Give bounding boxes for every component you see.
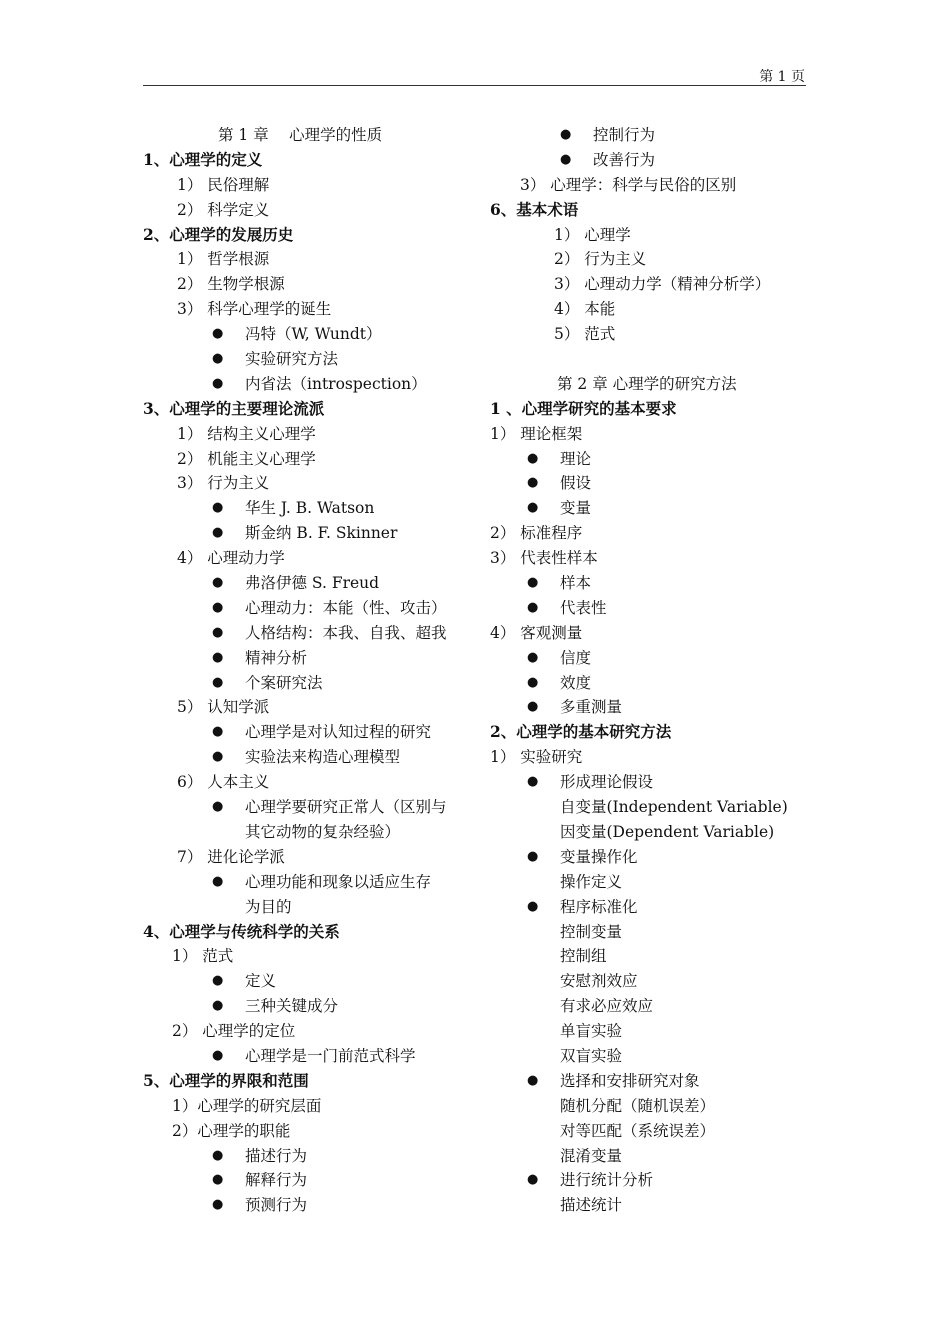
right-column [490, 123, 810, 1218]
item-text: 描述行为 [245, 1146, 308, 1165]
item-text: 个案研究法 [245, 673, 323, 692]
bullet-item [143, 347, 473, 372]
item-text: 样本 [560, 574, 592, 593]
outline-item [490, 272, 810, 297]
item-text: 程序标准化 [560, 897, 638, 916]
item-text: 1） 范式 [172, 947, 234, 966]
outline-item [490, 521, 810, 546]
outline-item [490, 247, 810, 272]
item-text: 心理功能和现象以适应生存 [245, 872, 432, 891]
item-text: 2、心理学的基本研究方法 [490, 722, 672, 742]
item-text: 假设 [560, 474, 592, 493]
bullet-item [490, 596, 810, 621]
item-text: 第 2 章 心理学的研究方法 [557, 374, 737, 393]
outline-item [490, 372, 810, 397]
bullet-item [143, 596, 473, 621]
bullet-icon: ● [212, 599, 224, 615]
bullet-item [490, 471, 810, 496]
bullet-item [143, 994, 473, 1019]
item-text: 因变量(Dependent Variable) [560, 822, 775, 841]
outline-item [490, 1044, 810, 1069]
bullet-item [143, 521, 473, 546]
item-text: 3） 行为主义 [177, 474, 270, 493]
bullet-icon: ● [527, 500, 539, 516]
bullet-item [490, 695, 810, 720]
header-rule [143, 85, 806, 86]
item-text: 代表性 [560, 598, 607, 617]
page-number: 第 1 页 [759, 69, 805, 85]
bullet-icon: ● [212, 351, 224, 367]
item-text: 6） 人本主义 [177, 773, 270, 792]
outline-item [490, 1193, 810, 1218]
item-text: 控制组 [560, 947, 607, 966]
bullet-item [143, 646, 473, 671]
bullet-item [143, 1193, 473, 1218]
item-text: 弗洛伊德 S. Freud [245, 574, 380, 593]
bullet-item [143, 795, 473, 820]
bullet-icon: ● [527, 848, 539, 864]
item-text: 7） 进化论学派 [177, 847, 285, 866]
item-text: 对等匹配（系统误差） [560, 1121, 716, 1140]
item-text: 5） 范式 [554, 325, 616, 344]
bullet-item [143, 1168, 473, 1193]
item-text: 1） 实验研究 [490, 748, 583, 767]
item-text: 1）心理学的研究层面 [172, 1096, 322, 1115]
outline-item [143, 546, 473, 571]
item-text: 3） 代表性样本 [490, 549, 598, 568]
bullet-item [143, 621, 473, 646]
outline-item [143, 895, 473, 920]
outline-item [143, 198, 473, 223]
item-text: 1） 结构主义心理学 [177, 424, 316, 443]
item-text: 1） 民俗理解 [177, 175, 270, 194]
item-text: 3） 心理学：科学与民俗的区别 [520, 175, 737, 194]
item-text: 华生 J. B. Watson [245, 499, 375, 518]
outline-item [490, 920, 810, 945]
outline-item [490, 994, 810, 1019]
outline-item [490, 1019, 810, 1044]
outline-item [490, 820, 810, 845]
item-text: 单盲实验 [560, 1022, 623, 1041]
item-text: 控制变量 [560, 922, 623, 941]
item-text: 变量操作化 [560, 847, 638, 866]
item-text: 2） 科学定义 [177, 200, 270, 219]
bullet-icon: ● [527, 774, 539, 790]
item-text: 1） 理论框架 [490, 424, 583, 443]
item-text: 实验研究方法 [245, 350, 339, 369]
item-text: 自变量(Independent Variable) [560, 798, 788, 817]
bullet-icon: ● [212, 1047, 224, 1063]
outline-item [490, 1144, 810, 1169]
outline-item [143, 422, 473, 447]
item-text: 2） 生物学根源 [177, 275, 285, 294]
bullet-item [490, 496, 810, 521]
item-text: 5） 认知学派 [177, 698, 270, 717]
outline-item [490, 944, 810, 969]
outline-item [490, 870, 810, 895]
bullet-icon: ● [527, 1172, 539, 1188]
item-text: 3） 心理动力学（精神分析学） [554, 275, 771, 294]
bullet-icon: ● [527, 1072, 539, 1088]
outline-item [490, 422, 810, 447]
outline-item [143, 845, 473, 870]
bullet-icon: ● [212, 724, 224, 740]
bullet-item [490, 447, 810, 472]
bullet-item [143, 571, 473, 596]
bullet-icon: ● [212, 525, 224, 541]
item-text: 2） 行为主义 [554, 250, 647, 269]
bullet-icon: ● [212, 1172, 224, 1188]
bullet-icon: ● [212, 749, 224, 765]
item-text: 形成理论假设 [560, 773, 654, 792]
bullet-item [490, 1069, 810, 1094]
item-text: 实验法来构造心理模型 [245, 748, 401, 767]
item-text: 安慰剂效应 [560, 972, 638, 991]
bullet-icon: ● [527, 575, 539, 591]
item-text: 1） 心理学 [554, 225, 631, 244]
bullet-icon: ● [527, 475, 539, 491]
outline-item [143, 123, 473, 148]
bullet-icon: ● [212, 998, 224, 1014]
item-text: 内省法（introspection） [245, 374, 427, 393]
item-text: 进行统计分析 [560, 1171, 654, 1190]
item-text: 三种关键成分 [245, 997, 339, 1016]
item-text: 1） 哲学根源 [177, 250, 270, 269]
outline-item [490, 795, 810, 820]
bullet-icon: ● [212, 873, 224, 889]
bullet-item [143, 322, 473, 347]
bullet-item [143, 720, 473, 745]
bullet-item [143, 969, 473, 994]
item-text: 预测行为 [245, 1196, 308, 1215]
item-text: 斯金纳 B. F. Skinner [245, 524, 398, 543]
section-heading [490, 198, 810, 223]
section-heading [143, 920, 473, 945]
bullet-item [143, 372, 473, 397]
bullet-icon: ● [212, 326, 224, 342]
item-text: 其它动物的复杂经验） [245, 822, 401, 841]
item-text: 操作定义 [560, 872, 623, 891]
bullet-item [143, 1144, 473, 1169]
item-text: 控制行为 [593, 126, 656, 144]
item-text: 心理学是一门前范式科学 [245, 1046, 416, 1065]
section-heading [143, 1069, 473, 1094]
bullet-item [490, 1168, 810, 1193]
item-text: 多重测量 [560, 698, 623, 717]
item-text: 第 1 章 心理学的性质 [218, 126, 383, 144]
item-text: 描述统计 [560, 1196, 623, 1215]
outline-item [143, 447, 473, 472]
item-text: 4） 本能 [554, 300, 616, 319]
item-text: 改善行为 [593, 150, 656, 169]
item-text: 双盲实验 [560, 1046, 623, 1065]
outline-item [143, 297, 473, 322]
outline-item [490, 347, 810, 372]
item-text: 4） 心理动力学 [177, 549, 285, 568]
outline-item [490, 969, 810, 994]
outline-item [490, 322, 810, 347]
bullet-item [143, 671, 473, 696]
outline-item [490, 173, 810, 198]
item-text: 随机分配（随机误差） [560, 1096, 716, 1115]
outline-item [490, 297, 810, 322]
item-text: 2） 机能主义心理学 [177, 449, 316, 468]
item-text: 2、心理学的发展历史 [143, 224, 294, 244]
outline-item [143, 1094, 473, 1119]
bullet-icon: ● [212, 624, 224, 640]
item-text: 3、心理学的主要理论流派 [143, 398, 325, 418]
bullet-item [143, 870, 473, 895]
bullet-icon: ● [560, 151, 572, 167]
item-text: 心理动力：本能（性、攻击） [245, 598, 447, 617]
bullet-icon: ● [527, 699, 539, 715]
bullet-item [490, 148, 810, 173]
bullet-item [143, 745, 473, 770]
outline-item [143, 695, 473, 720]
bullet-icon: ● [212, 1197, 224, 1213]
bullet-item [490, 671, 810, 696]
bullet-item [490, 646, 810, 671]
item-text: 4、心理学与传统科学的关系 [143, 921, 340, 941]
bullet-icon: ● [212, 575, 224, 591]
item-text: 3） 科学心理学的诞生 [177, 300, 332, 319]
bullet-icon: ● [527, 674, 539, 690]
item-text: 6、基本术语 [490, 199, 579, 219]
item-text: 冯特（W, Wundt） [245, 325, 382, 344]
bullet-icon: ● [527, 450, 539, 466]
item-text: 有求必应效应 [560, 997, 654, 1016]
item-text: 2） 标准程序 [490, 524, 583, 543]
outline-item [143, 770, 473, 795]
outline-item [143, 247, 473, 272]
bullet-icon: ● [560, 127, 572, 142]
item-text: 效度 [560, 673, 592, 692]
bullet-icon: ● [212, 674, 224, 690]
item-text: 心理学是对认知过程的研究 [245, 723, 432, 742]
section-heading [490, 720, 810, 745]
outline-item [490, 1094, 810, 1119]
bullet-item [490, 895, 810, 920]
item-text: 解释行为 [245, 1171, 308, 1190]
item-text: 定义 [245, 972, 277, 991]
outline-item [143, 471, 473, 496]
item-text: 人格结构：本我、自我、超我 [245, 623, 447, 642]
item-text: 4） 客观测量 [490, 623, 583, 642]
left-column [143, 123, 473, 1218]
bullet-item [143, 496, 473, 521]
item-text: 选择和安排研究对象 [560, 1071, 700, 1090]
bullet-icon: ● [527, 898, 539, 914]
bullet-icon: ● [212, 799, 224, 815]
item-text: 变量 [560, 499, 592, 518]
bullet-icon: ● [212, 375, 224, 391]
bullet-item [490, 845, 810, 870]
outline-item [490, 1119, 810, 1144]
item-text: 1、心理学的定义 [143, 149, 263, 169]
bullet-icon: ● [212, 1147, 224, 1163]
outline-item [143, 820, 473, 845]
item-text: 2） 心理学的定位 [172, 1022, 296, 1041]
bullet-item [143, 1044, 473, 1069]
outline-item [490, 745, 810, 770]
bullet-item [490, 571, 810, 596]
item-text: 为目的 [245, 897, 292, 916]
bullet-item [490, 770, 810, 795]
outline-item [143, 1019, 473, 1044]
outline-item [143, 173, 473, 198]
bullet-icon: ● [212, 649, 224, 665]
outline-item [143, 272, 473, 297]
section-heading [490, 397, 810, 422]
section-heading [143, 397, 473, 422]
outline-item [490, 621, 810, 646]
item-text: 混淆变量 [560, 1146, 623, 1165]
item-text: 1 、心理学研究的基本要求 [490, 398, 677, 418]
bullet-icon: ● [527, 599, 539, 615]
bullet-icon: ● [212, 973, 224, 989]
section-heading [143, 148, 473, 173]
section-heading [143, 223, 473, 248]
bullet-item [490, 123, 810, 148]
bullet-icon: ● [212, 500, 224, 516]
outline-item [143, 1119, 473, 1144]
item-text: 精神分析 [245, 648, 308, 667]
item-text: 理论 [560, 449, 592, 468]
item-text: 5、心理学的界限和范围 [143, 1070, 309, 1090]
item-text: 2）心理学的职能 [172, 1121, 291, 1140]
item-text: 信度 [560, 648, 592, 667]
bullet-icon: ● [527, 649, 539, 665]
outline-item [490, 546, 810, 571]
outline-item [143, 944, 473, 969]
outline-item [490, 223, 810, 248]
item-text: 心理学要研究正常人（区别与 [245, 798, 447, 817]
